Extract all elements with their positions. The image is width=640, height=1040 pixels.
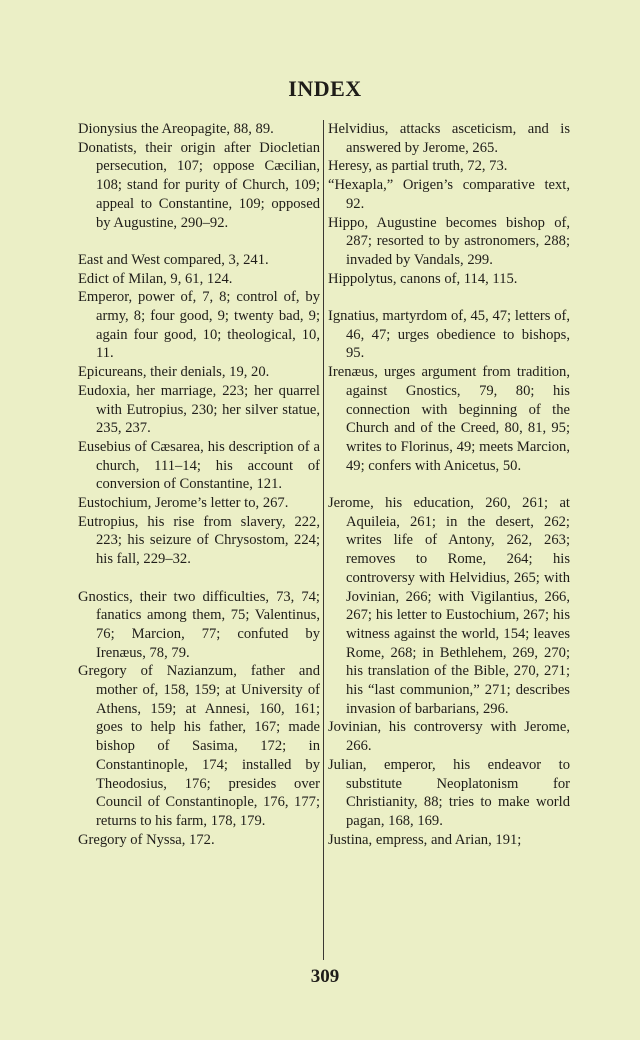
- index-entry: Donatists, their origin after Diocletian persecution, 107; oppose Cæcilian, 108; stand for purity of Church, 109; appeal to Constantine, 109; opposed by Augustine, 290–92.: [78, 139, 320, 231]
- index-entry: Eustochium, Jerome’s letter to, 267.: [78, 495, 289, 512]
- index-entry: East and West compared, 3, 241.: [78, 251, 269, 268]
- index-column-right: [328, 120, 570, 849]
- index-entry: Eutropius, his rise from slavery, 222, 223; his seizure of Chrysostom, 224; his fall, 229–32.: [78, 513, 320, 568]
- page-title: INDEX: [288, 76, 362, 101]
- index-entry: Gnostics, their two difficulties, 73, 74; fanatics among them, 75; Valentinus, 76; Marcion, 77; confuted by Irenæus, 78, 79.: [78, 588, 320, 661]
- index-entry: Emperor, power of, 7, 8; control of, by army, 8; four good, 9; twenty bad, 9; again four good, 10; theological, 10, 11.: [78, 289, 320, 362]
- index-entry: Eudoxia, her marriage, 223; her quarrel with Eutropius, 230; her silver statue, 235, 237.: [78, 382, 320, 437]
- index-entry: Epicureans, their denials, 19, 20.: [78, 364, 270, 381]
- index-entry: Jerome, his education, 260, 261; at Aquileia, 261; in the desert, 262; writes life of Antony, 262, 263; removes to Rome, 264; his controversy with Helvidius, 265; with Jovinian, 266; with Vigilantius, 266, 267; his letter to Eustochium, 267; his witness against the world, 154; leaves Rome, 268; in Bethlehem, 269, 270; his translation of the Bible, 270, 271; his “last communion,” 271; describes invasion of barbarians, 296.: [328, 495, 570, 717]
- index-entry: Irenæus, urges argument from tradition, against Gnostics, 79, 80; his connection with beginning of the Church and of the Creed, 80, 81, 95; writes to Florinus, 49; meets Marcion, 49; confers with Anicetus, 50.: [328, 364, 570, 474]
- index-entry: Hippolytus, canons of, 114, 115.: [328, 270, 518, 287]
- index-entry: Julian, emperor, his endeavor to substitute Neoplatonism for Christianity, 88; tries to make world pagan, 168, 169.: [328, 756, 570, 829]
- index-entry: Gregory of Nazianzum, father and mother of, 158, 159; at University of Athens, 159; at Annesi, 160, 161; goes to help his father, 167; made bishop of Sasima, 172; in Constantinople, 174; installed by Theodosius, 176; presides over Council of Constantinople, 176, 177; returns to his farm, 178, 179.: [78, 663, 320, 829]
- index-entry: Ignatius, martyrdom of, 45, 47; letters of, 46, 47; urges obedience to bishops, 95.: [328, 308, 570, 362]
- index-column-left: [78, 120, 320, 849]
- page-number: 309: [310, 966, 340, 987]
- index-entry: Heresy, as partial truth, 72, 73.: [328, 158, 508, 175]
- index-entry: Justina, empress, and Arian, 191;: [328, 831, 522, 848]
- index-entry: Dionysius the Areopagite, 88, 89.: [78, 121, 274, 137]
- index-entry: Gregory of Nyssa, 172.: [78, 831, 215, 848]
- index-entry: Helvidius, attacks asceticism, and is answered by Jerome, 265.: [328, 121, 570, 156]
- index-entry: Eusebius of Cæsarea, his description of a church, 111–14; his account of conversion of Constantine, 121.: [78, 438, 320, 493]
- index-entry: Edict of Milan, 9, 61, 124.: [78, 270, 233, 287]
- index-entry: Hippo, Augustine becomes bishop of, 287; resorted to by astronomers, 288; invaded by Vandals, 299.: [328, 214, 570, 268]
- index-entry: Jovinian, his controversy with Jerome, 266.: [328, 719, 570, 755]
- column-divider: [323, 120, 324, 960]
- index-entry: “Hexapla,” Origen’s comparative text, 92.: [328, 177, 570, 212]
